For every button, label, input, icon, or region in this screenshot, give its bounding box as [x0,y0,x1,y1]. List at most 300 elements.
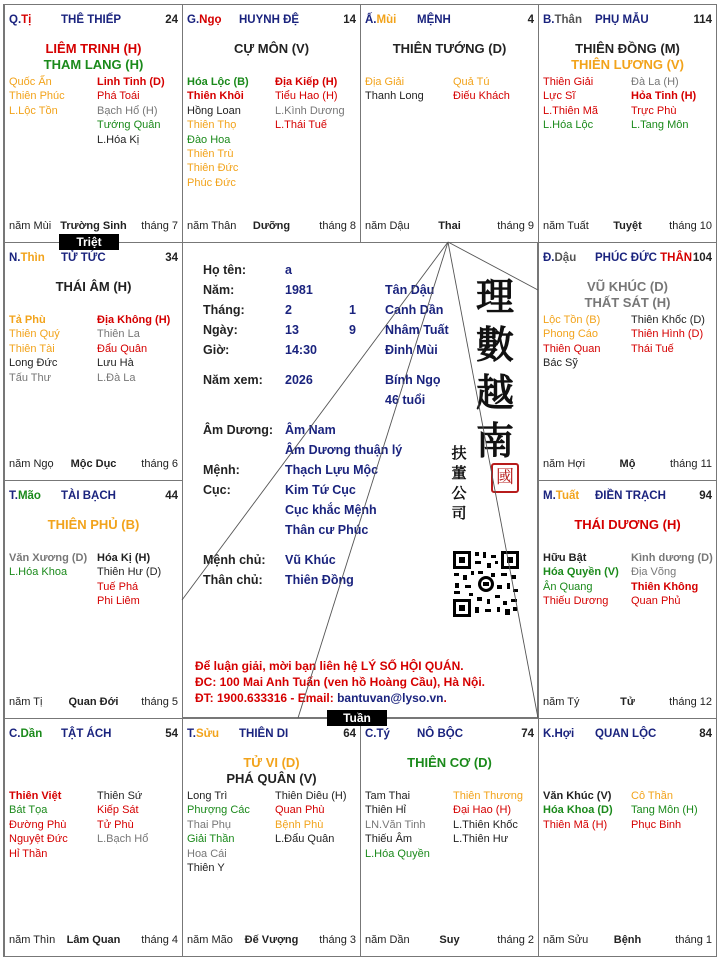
minor-star: Tuế Phá [97,580,139,593]
palace-title: MỆNH [417,14,451,26]
minor-stars-left [543,313,600,371]
minor-star: Bát Tọa [9,804,48,817]
minor-star: L.Đẩu Quân [275,833,335,846]
truong-sinh: Lâm Quan [66,934,121,946]
menh-chu-label: Mệnh chủ: [203,553,266,567]
palace-cell-ngo [182,4,361,243]
palace-header [365,14,534,28]
minor-star: Hồng Loan [187,104,241,117]
tieu-han-year: năm Thìn [9,934,56,946]
nam-xem-value: 2026 [285,373,313,387]
minor-star: Phượng Các [187,804,250,817]
tieu-han-year: năm Tý [543,696,580,708]
minor-star: L.Lộc Tồn [9,104,58,117]
than-chu-value: Thiên Đồng [285,573,354,587]
minor-star: Phi Liêm [97,595,140,608]
minor-star: Linh Tinh (D) [97,76,165,88]
palace-header [543,490,712,504]
minor-star: Trực Phù [631,104,677,117]
minor-star: Bệnh Phù [275,818,324,831]
main-stars [361,41,538,57]
palace-stem: T. [187,728,196,740]
dai-han-number: 84 [699,728,712,740]
palace-header [9,14,178,28]
main-stars [361,755,538,771]
minor-star: Thiên Thương [453,790,524,802]
tuoi-value: 46 tuổi [385,393,426,407]
palace-branch [543,490,579,502]
minor-stars-right [275,789,347,847]
minor-stars-left [9,551,87,580]
palace-stem: Q. [9,14,22,26]
minor-star: Tang Môn (H) [631,804,698,817]
thang-am-lich: 1 [349,303,356,317]
minor-stars-right [97,75,165,147]
minor-star: Tử Phù [97,818,134,831]
palace-cell-hoi [538,718,717,957]
palace-title: TÀI BẠCH [61,490,116,502]
palace-stem: Đ. [543,252,555,264]
minor-star: Địa Võng [631,566,677,579]
main-star: PHÁ QUÂN (V) [226,771,317,786]
tieu-han-year: năm Sửu [543,934,589,946]
palace-footer [9,934,178,947]
palace-header [543,252,712,266]
palace-stem: Ấ. [365,14,377,26]
palace-name [417,14,451,26]
palace-footer [9,458,178,471]
main-star: VŨ KHÚC (D) [587,279,668,294]
main-stars [5,279,182,295]
cuc-value: Kim Tứ Cục [285,483,356,497]
main-star: THIÊN PHỦ (B) [47,517,140,532]
minor-star: Hóa Quyền (V) [543,566,619,579]
minor-stars-left [543,75,598,133]
tieu-han-year: năm Tuất [543,220,589,232]
ngay-label: Ngày: [203,323,238,337]
main-star: THIÊN TƯỚNG (D) [392,41,507,56]
minor-star: Lực Sĩ [543,90,576,103]
minor-star: Thiên La [97,328,140,341]
minor-star: Giải Thần [187,833,235,846]
minor-star: Thiên Hư (D) [97,566,162,579]
minor-star: L.Thiên Mã [543,104,599,117]
palace-title: PHỤ MẪU [595,14,649,26]
minor-star: Lưu Hà [97,357,134,370]
minor-stars-left [365,75,424,104]
tieu-han-year: năm Ngọ [9,458,54,470]
tieu-han-year: năm Mão [187,934,233,946]
truong-sinh: Suy [439,934,460,946]
palace-cell-ti [4,4,183,243]
minor-star: Văn Khúc (V) [543,790,612,802]
qr-code[interactable] [451,549,521,619]
truong-sinh: Tuyệt [613,220,642,232]
minor-star: L.Hóa Lộc [543,119,594,132]
minor-star: Thiên Đức [187,162,239,175]
minor-star: Bác Sỹ [543,357,578,370]
palace-name [595,14,649,26]
palace-title: NÔ BỘC [417,728,463,740]
minor-star: Quốc Ấn [9,76,52,88]
dai-han-number: 4 [527,14,534,26]
palace-title: QUAN LỘC [595,728,657,740]
minor-star: Thiên Quan [543,342,601,355]
minor-star: Hỉ Thần [9,847,48,860]
main-stars [5,517,182,533]
minor-star: Hóa Khoa (D) [543,804,613,817]
thang-value: 2 [285,303,292,317]
minor-star: Đại Hao (H) [453,804,512,817]
palace-branch-name: Tị [21,14,32,26]
palace-footer [187,934,356,947]
dai-han-number: 114 [693,14,712,26]
palace-stem: C. [9,728,21,740]
minor-star: Thiên Hình (D) [631,328,704,341]
minor-star: L.Hóa Khoa [9,566,68,579]
tieu-han-year: năm Dần [365,934,410,946]
nguyet-han-month: tháng 9 [497,220,534,232]
minor-star: Thiên Y [187,862,225,875]
minor-star: Hóa Kị (H) [97,552,151,564]
main-star: CỰ MÔN (V) [233,41,310,56]
palace-branch [9,14,31,26]
minor-star: Thiếu Âm [365,833,413,846]
minor-star: Lộc Tồn (B) [543,314,601,326]
minor-stars-left [187,789,250,875]
minor-stars-left [543,789,613,832]
contact-phone: ĐT: 1900.633316 - Email: [195,691,338,705]
palace-cell-mui [360,4,539,243]
palace-header [9,490,178,504]
nguyet-han-month: tháng 3 [319,934,356,946]
minor-star: L.Tang Môn [631,119,689,132]
minor-star: Thiên Giải [543,76,594,88]
minor-star: L.Thái Tuế [275,119,327,132]
palace-name [595,728,656,740]
dai-han-number: 104 [692,252,712,264]
minor-star: Nguyệt Đức [9,833,68,846]
palace-name [239,14,299,26]
truong-sinh: Tử [620,696,635,708]
minor-star: Thiên Trù [187,148,234,161]
palace-stem: N. [9,252,21,264]
menh-value: Thạch Lựu Mộc [285,463,379,477]
tieu-han-year: năm Dậu [365,220,410,232]
tieu-han-year: năm Hợi [543,458,586,470]
minor-star: L.Kình Dương [275,104,345,117]
minor-star: Long Trì [187,790,228,802]
minor-star: Điếu Khách [453,90,510,103]
minor-star: Ân Quang [543,580,593,593]
main-star: THIÊN ĐỒNG (M) [575,41,680,56]
minor-star: Thiên Quý [9,328,60,341]
calligraphy-signature: 扶董公司 [451,444,467,522]
ngay-am-lich: 9 [349,323,356,337]
palace-branch-name: Tuất [555,490,580,502]
minor-star: Thiên Mã (H) [543,818,608,831]
contact-phone-email [195,691,447,705]
palace-header [9,728,178,742]
minor-stars-right [453,789,523,847]
ngay-value: 13 [285,323,299,337]
minor-star: Đà La (H) [631,76,679,88]
minor-star: Hỏa Tinh (H) [631,90,697,103]
palace-title: ĐIỀN TRẠCH [595,490,666,502]
main-star: THIÊN CƠ (D) [407,755,492,770]
minor-star: Địa Không (H) [97,314,171,326]
minor-star: Văn Xương (D) [9,552,88,564]
minor-star: Thiên Hỉ [365,804,406,817]
minor-star: Quan Phù [275,804,325,817]
center-info-panel [182,242,538,718]
minor-star: Đường Phù [9,818,67,831]
minor-star: Cô Thần [631,790,673,802]
minor-star: Tiểu Hao (H) [275,90,338,103]
minor-star: Thiếu Dương [543,595,609,608]
nam-xem-label: Năm xem: [203,373,263,387]
palace-title: HUYNH ĐỆ [239,14,300,26]
palace-title: THIÊN DI [239,728,289,740]
cuc-relation: Cục khắc Mệnh [285,503,377,517]
dai-han-number: 74 [521,728,534,740]
palace-title: TẬT ÁCH [61,728,112,740]
truong-sinh: Quan Đới [68,696,119,708]
main-stars [183,755,360,787]
nguyet-han-month: tháng 11 [669,458,712,470]
triet-marker: Triệt [59,234,119,250]
palace-name [417,728,463,740]
minor-star: L.Hóa Kị [97,133,140,146]
minor-star: Địa Kiếp (H) [275,76,338,88]
tieu-han-year: năm Mùi [9,220,52,232]
minor-stars-left [9,789,68,861]
minor-star: Thái Tuế [631,342,674,355]
minor-star: Bạch Hổ (H) [97,104,158,117]
palace-footer [543,934,712,947]
nguyet-han-month: tháng 1 [675,934,712,946]
palace-name [595,252,692,264]
palace-stem: M. [543,490,556,502]
palace-cell-ty [360,718,539,957]
nguyet-han-month: tháng 12 [669,696,712,708]
minor-star: L.Thiên Khốc [453,818,518,831]
palace-cell-dan [4,718,183,957]
menh-chu-value: Vũ Khúc [285,553,336,567]
palace-branch [365,14,396,26]
minor-star: Hoa Cái [187,847,227,860]
nguyet-han-month: tháng 6 [141,458,178,470]
nguyet-han-month: tháng 2 [497,934,534,946]
palace-branch [365,728,390,740]
palace-name [61,252,106,264]
am-duong-value: Âm Nam [285,423,336,437]
minor-star: L.Đà La [97,371,136,384]
minor-stars-left [543,551,619,609]
palace-branch [9,728,42,740]
main-stars [539,279,716,311]
minor-star: Đẩu Quân [97,342,148,355]
dai-han-number: 54 [165,728,178,740]
truong-sinh: Mộ [619,458,636,470]
minor-star: Thai Phụ [187,818,232,831]
minor-star: Kiếp Sát [97,804,139,817]
truong-sinh: Trường Sinh [60,220,127,232]
nam-value: 1981 [285,283,313,297]
dai-han-number: 64 [343,728,356,740]
palace-branch-name: Dậu [554,252,577,264]
contact-address: ĐC: 100 Mai Anh Tuấn (ven hồ Hoàng Cầu), Hà Nội. [195,675,486,689]
palace-branch-name: Mùi [376,14,397,26]
palace-header [543,14,712,28]
palace-branch-name: Sửu [195,728,219,740]
palace-branch-name: Mão [17,490,41,502]
palace-cell-than [538,4,717,243]
dai-han-number: 44 [165,490,178,502]
than-cu: Thân cư Phúc [285,523,369,537]
palace-footer [365,220,534,233]
palace-stem: C. [365,728,377,740]
am-duong-label: Âm Dương: [203,423,274,437]
palace-footer [9,220,178,233]
palace-name [595,490,666,502]
minor-star: Tướng Quân [97,119,161,132]
minor-star: Phúc Đức [187,176,236,189]
minor-star: Tấu Thư [9,371,52,384]
minor-stars-right [631,551,713,609]
main-star: THAM LANG (H) [43,57,144,72]
palace-branch [187,14,222,26]
palace-cell-suu [182,718,361,957]
main-stars [539,517,716,533]
nguyet-han-month: tháng 10 [669,220,712,232]
tieu-han-year: năm Tị [9,696,43,708]
palace-stem: B. [543,14,555,26]
minor-star: Thanh Long [365,90,424,103]
minor-stars-left [9,313,60,385]
palace-branch [187,728,219,740]
palace-branch [543,14,582,26]
palace-cell-mao [4,480,183,719]
minor-stars-left [365,789,430,861]
main-stars [5,41,182,73]
main-stars [183,41,360,57]
palace-name [61,14,121,26]
minor-stars-right [631,75,696,133]
thang-can-chi: Canh Dần [385,303,444,317]
minor-star: Thiên Khôi [187,90,244,103]
truong-sinh: Thai [438,220,461,232]
minor-star: Long Đức [9,357,58,370]
palace-branch-name: Tý [376,728,390,740]
minor-stars-left [9,75,65,118]
minor-star: Thiên Diêu (H) [275,790,347,802]
palace-footer [543,220,712,233]
minor-star: Thiên Sứ [97,790,143,802]
ngay-can-chi: Nhâm Tuất [385,323,449,337]
palace-branch [543,252,576,264]
minor-star: Tam Thai [365,790,411,802]
palace-cell-dau [538,242,717,481]
minor-star: Hữu Bật [543,552,587,564]
palace-header [365,728,534,742]
minor-star: Phong Cáo [543,328,599,341]
minor-star: Tả Phù [9,314,46,326]
palace-stem: G. [187,14,200,26]
minor-star: Thiên Không [631,580,699,593]
tieu-han-year: năm Thân [187,220,237,232]
truong-sinh: Dưỡng [252,220,291,232]
than-marker: THÂN [660,252,693,264]
minor-star: L.Bạch Hổ [97,833,149,846]
palace-branch-name: Ngọ [199,14,222,26]
minor-star: L.Thiên Hư [453,833,509,846]
calligraphy-title: 理數越南 [475,274,514,463]
palace-footer [187,220,356,233]
contact-email-link[interactable]: bantuvan@lyso.vn [337,691,444,705]
palace-branch [543,728,574,740]
cuc-label: Cục: [203,483,231,497]
minor-star: Quả Tú [453,76,490,88]
minor-stars-right [97,313,170,385]
ho-ten-label: Họ tên: [203,263,247,277]
minor-star: Quan Phủ [631,595,681,608]
red-seal-stamp: 國 [491,463,519,493]
palace-header [9,252,178,266]
main-star: THÁI DƯƠNG (H) [574,517,681,532]
contact-period: . [443,691,447,705]
ho-ten-value: a [285,263,292,277]
minor-star: Thiên Thọ [187,119,237,132]
palace-header [187,14,356,28]
minor-stars-right [275,75,345,133]
minor-star: Thiên Khốc (D) [631,314,705,326]
gio-value: 14:30 [285,343,317,357]
minor-star: Phá Toái [97,90,140,103]
menh-label: Mệnh: [203,463,240,477]
minor-star: Địa Giải [365,76,405,88]
dai-han-number: 14 [343,14,356,26]
nguyet-han-month: tháng 8 [319,220,356,232]
gio-can-chi: Đinh Mùi [385,343,438,357]
palace-header [187,728,356,742]
palace-cell-tuat [538,480,717,719]
main-star: TỬ VI (D) [243,755,300,770]
dai-han-number: 94 [699,490,712,502]
nam-can-chi: Tân Dậu [385,283,435,297]
minor-star: Đào Hoa [187,133,231,146]
main-stars [539,41,716,73]
than-chu-label: Thân chủ: [203,573,263,587]
palace-name [61,728,111,740]
contact-line-1: Để luận giải, mời bạn liên hệ LÝ SỐ HỘI QUÁN. [195,659,464,673]
palace-title: TỬ TỨC [61,252,106,264]
dai-han-number: 34 [165,252,178,264]
nam-label: Năm: [203,283,235,297]
minor-star: Kình dương (D) [631,552,713,564]
minor-stars-right [453,75,510,104]
palace-branch [9,252,45,264]
palace-footer [543,458,712,471]
minor-star: L.Hóa Quyền [365,847,430,860]
main-star: LIÊM TRINH (H) [45,41,142,56]
palace-title: PHÚC ĐỨC [595,252,657,264]
palace-branch-name: Thân [554,14,582,26]
palace-name [239,728,288,740]
dai-han-number: 24 [165,14,178,26]
tuan-marker: Tuần [327,710,387,726]
minor-star: Hóa Lộc (B) [187,76,249,88]
